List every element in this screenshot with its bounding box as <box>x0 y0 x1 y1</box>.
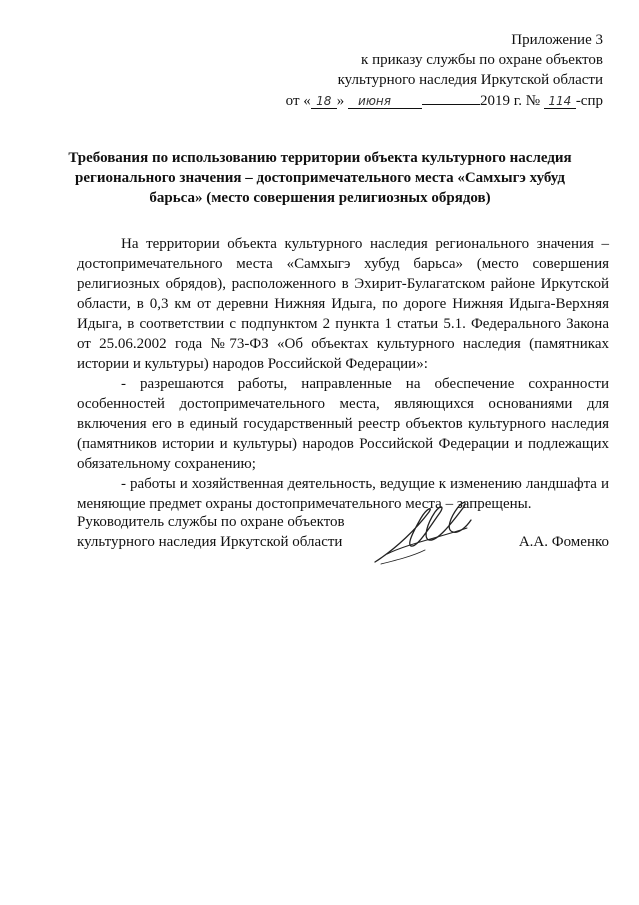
handwritten-signature <box>367 498 477 568</box>
document-body <box>77 234 609 514</box>
signer-position-line2: культурного наследия Иркутской области <box>77 534 343 550</box>
appendix-header <box>286 30 603 111</box>
appendix-label: Приложение 3 <box>511 32 603 48</box>
signer-name: А.А. Фоменко <box>518 534 609 550</box>
handwritten-month: июня <box>348 94 422 109</box>
signer-position-line1: Руководитель службы по охране объектов <box>77 514 345 530</box>
date-blank-line <box>422 90 480 105</box>
document-title: Требования по использованию территории объекта культурного наследия регионального значения – достопримечательного места «Самхыгэ хубуд барьса» (место совершения религиозных обрядов) <box>68 150 572 206</box>
intro-paragraph: На территории объекта культурного наследия регионального значения – достопримечательного места «Самхыгэ хубуд барьса» (место совершения религиозных обрядов), расположенного в Эхирит-Булагатском районе Иркутской области, в 0,3 км от деревни Нижняя Идыга, по дороге Нижняя Идыга-Верхняя Идыга, в соответствии с подпунктом 2 пункта 1 статьи 5.1. Федерального Закона от 25.06.2002 года №73-ФЗ «Об объектах культурного наследия (памятниках истории и культуры) народов Российской Федерации»: <box>77 236 609 372</box>
prohibited-works-item: - работы и хозяйственная деятельность, ведущие к изменению ландшафта и меняющие предмет охраны достопримечательного места – запрещены. <box>77 476 609 512</box>
handwritten-doc-number: 114 <box>544 94 576 109</box>
date-prefix: от « <box>285 93 311 109</box>
order-date-line <box>286 90 603 111</box>
handwritten-day: 18 <box>311 94 337 109</box>
date-mid: » <box>336 93 345 109</box>
permitted-works-item: - разрешаются работы, направленные на обеспечение сохранности особенностей достопримечательного места, являющихся основаниями для включения его в единый государственный реестр объектов культурного наследия (памятников истории и культуры) народов Российской Федерации и подлежащих обязательному сохранению; <box>77 376 609 472</box>
date-year: 2019 г. № <box>480 93 541 109</box>
agency-line: культурного наследия Иркутской области <box>337 72 603 88</box>
signature-block <box>77 512 609 552</box>
doc-suffix: -спр <box>575 93 603 109</box>
order-line: к приказу службы по охране объектов <box>361 52 603 68</box>
